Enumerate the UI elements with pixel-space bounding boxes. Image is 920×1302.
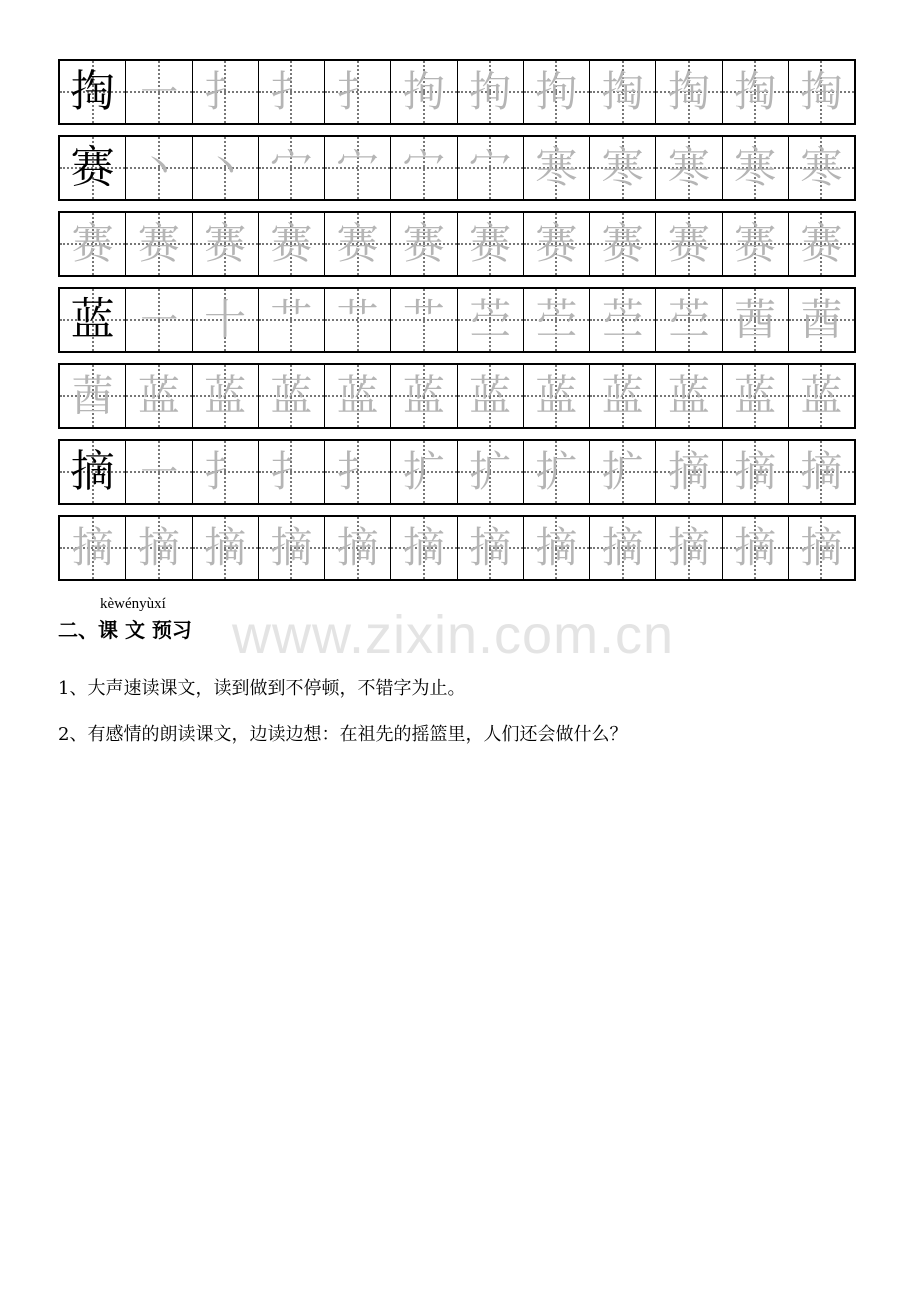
- practice-row: [58, 363, 856, 429]
- trace-cell: [655, 517, 721, 579]
- trace-character: 寒: [535, 143, 578, 192]
- trace-character: 扌: [204, 447, 247, 496]
- trace-cell: [788, 61, 854, 123]
- trace-character: 苎: [535, 295, 578, 344]
- trace-cell: [324, 61, 390, 123]
- practice-row: [58, 287, 856, 353]
- model-cell: [60, 289, 125, 351]
- trace-character: ㇐: [137, 295, 180, 344]
- trace-character: 赛: [800, 219, 843, 268]
- trace-character: 苎: [601, 295, 644, 344]
- watermark: www.zixin.com.cn: [232, 605, 675, 665]
- trace-character: 莤: [734, 295, 777, 344]
- model-cell: [60, 441, 125, 503]
- trace-cell: [192, 137, 258, 199]
- trace-cell: [60, 213, 125, 275]
- trace-cell: [722, 441, 788, 503]
- trace-cell: [722, 517, 788, 579]
- model-character: 摘: [70, 446, 115, 497]
- trace-character: 扩: [535, 447, 578, 496]
- trace-character: 蓝: [469, 371, 512, 420]
- trace-cell: [788, 441, 854, 503]
- trace-cell: [390, 289, 456, 351]
- trace-cell: [655, 441, 721, 503]
- trace-cell: [258, 61, 324, 123]
- practice-row: [58, 515, 856, 581]
- trace-cell: [655, 365, 721, 427]
- trace-cell: [258, 137, 324, 199]
- trace-cell: [589, 61, 655, 123]
- trace-character: 蓝: [204, 371, 247, 420]
- trace-cell: [390, 365, 456, 427]
- trace-cell: [125, 289, 191, 351]
- trace-cell: [788, 365, 854, 427]
- trace-character: 艹: [336, 295, 379, 344]
- trace-cell: [324, 289, 390, 351]
- trace-character: 拘: [469, 67, 512, 116]
- trace-cell: [655, 137, 721, 199]
- practice-row: [58, 59, 856, 125]
- trace-character: 拘: [402, 67, 445, 116]
- trace-character: 扌: [270, 67, 313, 116]
- trace-character: 寒: [667, 143, 710, 192]
- trace-character: 蓝: [137, 371, 180, 420]
- trace-cell: [523, 213, 589, 275]
- trace-character: 苎: [469, 295, 512, 344]
- trace-cell: [192, 213, 258, 275]
- practice-row: [58, 135, 856, 201]
- trace-character: 蓝: [270, 371, 313, 420]
- trace-cell: [258, 213, 324, 275]
- practice-row: [58, 439, 856, 505]
- trace-cell: [523, 137, 589, 199]
- trace-character: 扌: [336, 447, 379, 496]
- trace-cell: [258, 517, 324, 579]
- trace-cell: [523, 289, 589, 351]
- trace-cell: [390, 61, 456, 123]
- trace-character: 摘: [204, 523, 247, 572]
- practice-row: [58, 211, 856, 277]
- trace-character: 赛: [336, 219, 379, 268]
- trace-character: 摘: [734, 523, 777, 572]
- trace-cell: [324, 137, 390, 199]
- trace-character: 摘: [71, 523, 114, 572]
- trace-cell: [192, 365, 258, 427]
- model-character: 蓝: [70, 294, 115, 345]
- trace-cell: [324, 441, 390, 503]
- trace-cell: [523, 517, 589, 579]
- trace-cell: [722, 213, 788, 275]
- trace-character: 摘: [336, 523, 379, 572]
- trace-cell: [788, 137, 854, 199]
- trace-character: 扌: [336, 67, 379, 116]
- trace-character: 摘: [402, 523, 445, 572]
- trace-character: 摘: [667, 523, 710, 572]
- trace-character: 扌: [204, 67, 247, 116]
- trace-cell: [523, 365, 589, 427]
- trace-character: 蓝: [535, 371, 578, 420]
- trace-cell: [324, 213, 390, 275]
- trace-character: 宀: [469, 143, 512, 192]
- trace-cell: [523, 441, 589, 503]
- trace-character: 寒: [601, 143, 644, 192]
- trace-cell: [390, 517, 456, 579]
- trace-cell: [192, 441, 258, 503]
- trace-character: 摘: [734, 447, 777, 496]
- trace-character: 摘: [535, 523, 578, 572]
- trace-cell: [788, 289, 854, 351]
- trace-cell: [457, 365, 523, 427]
- trace-character: 赛: [270, 219, 313, 268]
- trace-character: 摘: [800, 447, 843, 496]
- trace-cell: [722, 137, 788, 199]
- trace-character: 宀: [270, 143, 313, 192]
- trace-cell: [125, 137, 191, 199]
- trace-cell: [589, 137, 655, 199]
- trace-character: 摘: [270, 523, 313, 572]
- trace-cell: [589, 213, 655, 275]
- trace-cell: [457, 441, 523, 503]
- trace-character: 蓝: [402, 371, 445, 420]
- trace-character: 丶: [204, 143, 247, 192]
- trace-character: 蓝: [601, 371, 644, 420]
- trace-cell: [457, 137, 523, 199]
- trace-character: 扌: [270, 447, 313, 496]
- trace-character: 蓝: [336, 371, 379, 420]
- trace-cell: [722, 61, 788, 123]
- trace-cell: [125, 61, 191, 123]
- trace-character: 艹: [270, 295, 313, 344]
- model-cell: [60, 61, 125, 123]
- trace-cell: [125, 517, 191, 579]
- trace-character: 摘: [137, 523, 180, 572]
- trace-cell: [258, 441, 324, 503]
- trace-character: ㇐: [137, 447, 180, 496]
- trace-cell: [390, 213, 456, 275]
- instruction-2: 2、有感情的朗读课文，边读边想：在祖先的摇篮里，人们还会做什么？: [58, 724, 628, 745]
- trace-cell: [589, 365, 655, 427]
- trace-character: 蓝: [734, 371, 777, 420]
- trace-cell: [722, 289, 788, 351]
- trace-character: ㇐: [137, 67, 180, 116]
- trace-character: 莤: [800, 295, 843, 344]
- trace-cell: [258, 289, 324, 351]
- trace-character: 赛: [734, 219, 777, 268]
- trace-character: 掏: [667, 67, 710, 116]
- trace-character: 摘: [800, 523, 843, 572]
- trace-cell: [457, 289, 523, 351]
- trace-cell: [589, 517, 655, 579]
- trace-character: 摘: [601, 523, 644, 572]
- trace-character: 蓝: [800, 371, 843, 420]
- trace-cell: [258, 365, 324, 427]
- trace-character: 赛: [71, 219, 114, 268]
- trace-character: 蓝: [667, 371, 710, 420]
- trace-cell: [60, 365, 125, 427]
- trace-character: 掏: [601, 67, 644, 116]
- trace-cell: [192, 517, 258, 579]
- model-character: 掏: [70, 66, 115, 117]
- trace-cell: [60, 517, 125, 579]
- model-cell: [60, 137, 125, 199]
- trace-cell: [788, 213, 854, 275]
- trace-character: 寒: [800, 143, 843, 192]
- trace-cell: [655, 61, 721, 123]
- trace-cell: [457, 517, 523, 579]
- trace-character: 赛: [601, 219, 644, 268]
- trace-character: 赛: [535, 219, 578, 268]
- trace-character: 宀: [402, 143, 445, 192]
- trace-character: 艹: [402, 295, 445, 344]
- trace-character: 赛: [667, 219, 710, 268]
- section-pinyin: kèwényùxí: [100, 596, 166, 612]
- trace-character: 宀: [336, 143, 379, 192]
- trace-cell: [655, 289, 721, 351]
- trace-character: 扩: [469, 447, 512, 496]
- trace-cell: [390, 137, 456, 199]
- trace-character: 掏: [800, 67, 843, 116]
- trace-character: 赛: [469, 219, 512, 268]
- trace-cell: [457, 213, 523, 275]
- trace-cell: [390, 441, 456, 503]
- trace-character: 摘: [667, 447, 710, 496]
- trace-cell: [523, 61, 589, 123]
- section-title: 二、课 文 预习: [58, 618, 192, 642]
- trace-character: 赛: [204, 219, 247, 268]
- trace-cell: [655, 213, 721, 275]
- trace-cell: [324, 517, 390, 579]
- trace-character: 十: [204, 295, 247, 344]
- model-character: 赛: [70, 142, 115, 193]
- trace-cell: [457, 61, 523, 123]
- trace-cell: [192, 61, 258, 123]
- trace-cell: [125, 213, 191, 275]
- trace-character: 赛: [402, 219, 445, 268]
- instruction-1: 1、大声速读课文，读到做到不停顿，不错字为止。: [58, 678, 466, 699]
- trace-character: 苎: [667, 295, 710, 344]
- trace-character: 赛: [137, 219, 180, 268]
- trace-character: 寒: [734, 143, 777, 192]
- trace-cell: [125, 365, 191, 427]
- practice-grid: [58, 59, 856, 591]
- trace-cell: [192, 289, 258, 351]
- trace-cell: [125, 441, 191, 503]
- trace-character: 扩: [402, 447, 445, 496]
- trace-character: 掏: [734, 67, 777, 116]
- trace-character: 丶: [137, 143, 180, 192]
- trace-cell: [589, 441, 655, 503]
- trace-cell: [788, 517, 854, 579]
- trace-cell: [589, 289, 655, 351]
- trace-cell: [324, 365, 390, 427]
- trace-character: 拘: [535, 67, 578, 116]
- trace-character: 摘: [469, 523, 512, 572]
- trace-character: 莤: [71, 371, 114, 420]
- trace-character: 扩: [601, 447, 644, 496]
- trace-cell: [722, 365, 788, 427]
